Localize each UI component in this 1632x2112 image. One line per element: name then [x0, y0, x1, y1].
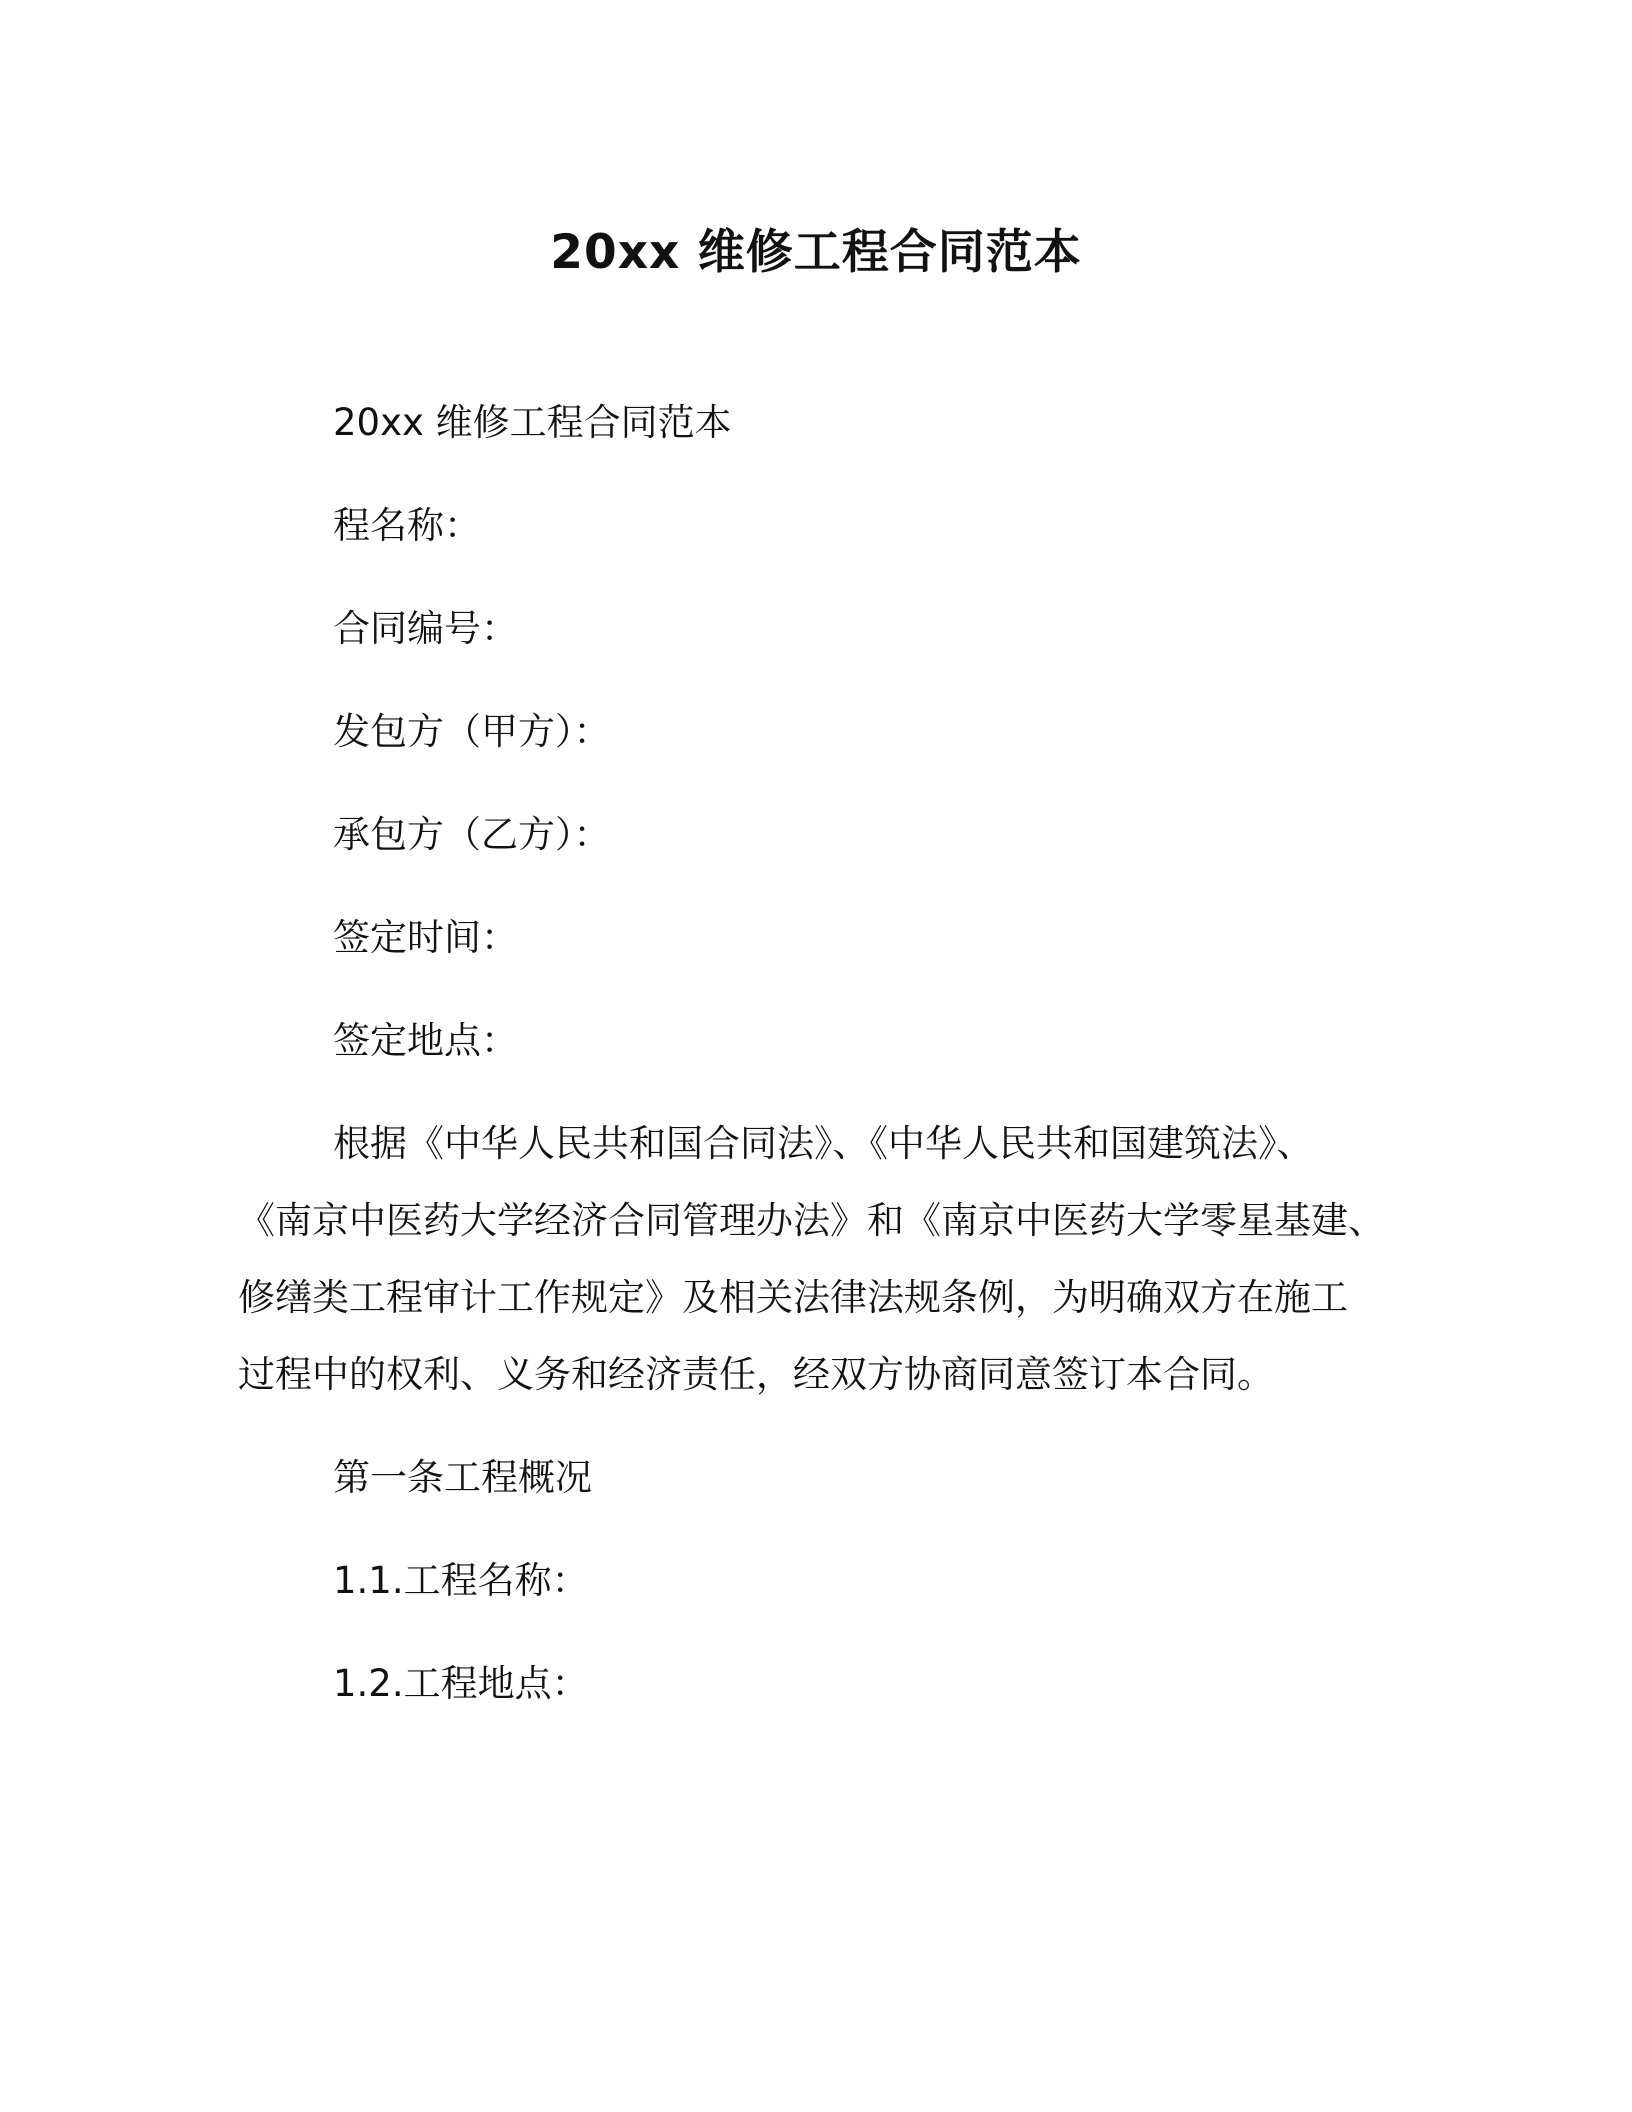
paragraph-line: 修缮类工程审计工作规定》及相关法律法规条例，为明确双方在施工 [238, 1276, 1348, 1319]
signing-date-field: 签定时间： [333, 916, 518, 959]
signing-place-field: 签定地点： [333, 1019, 518, 1062]
party-b-field: 承包方（乙方）： [333, 813, 611, 856]
subtitle-line: 20xx 维修工程合同范本 [333, 401, 732, 444]
party-a-field: 发包方（甲方）： [333, 710, 611, 753]
contract-number-field: 合同编号： [333, 607, 518, 650]
paragraph-line: 《南京中医药大学经济合同管理办法》和《南京中医药大学零星基建、 [238, 1199, 1385, 1242]
paragraph-line: 根据《中华人民共和国合同法》、《中华人民共和国建筑法》、 [333, 1122, 1314, 1165]
document-title: 20xx 维修工程合同范本 [550, 225, 1082, 280]
section-heading: 第一条工程概况 [333, 1456, 592, 1499]
preamble-paragraph [238, 1105, 1385, 1413]
paragraph-line: 过程中的权利、义务和经济责任，经双方协商同意签订本合同。 [238, 1353, 1274, 1396]
project-name-field: 程名称： [333, 504, 481, 547]
item-project-name: 1.1.工程名称： [333, 1559, 589, 1602]
item-project-location: 1.2.工程地点： [333, 1662, 589, 1705]
